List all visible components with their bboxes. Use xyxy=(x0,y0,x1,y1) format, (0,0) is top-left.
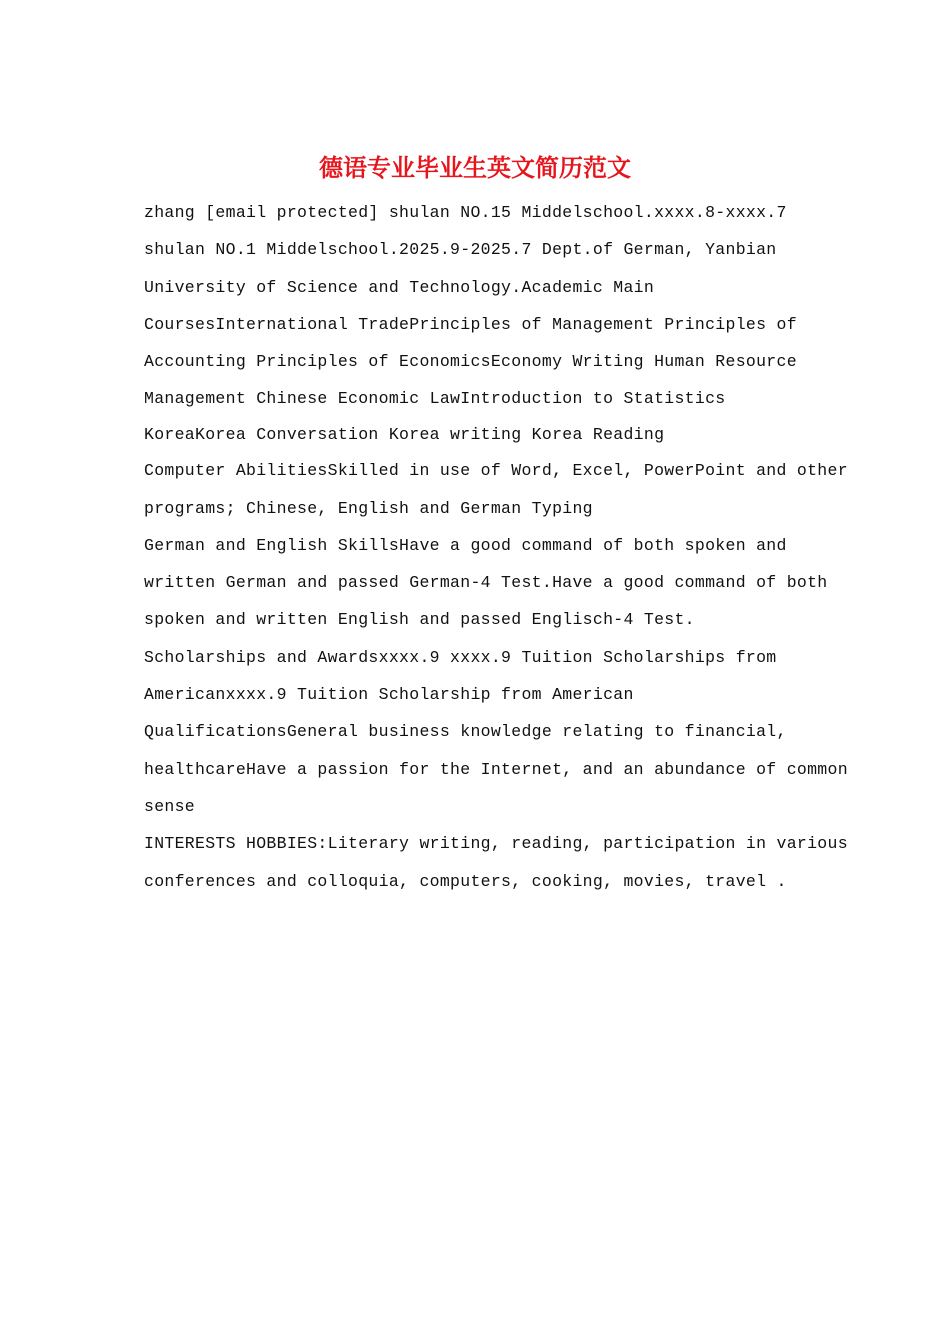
text-line: healthcareHave a passion for the Internet, and an abundance of common xyxy=(144,759,848,779)
text-line: programs; Chinese, English and German Typing xyxy=(144,498,593,518)
text-line: spoken and written English and passed Englisch-4 Test. xyxy=(144,610,695,630)
qualifications-paragraph xyxy=(144,713,848,825)
computer-abilities-paragraph xyxy=(144,452,848,527)
text-line: conferences and colloquia, computers, cooking, movies, travel . xyxy=(144,871,787,891)
text-line: Scholarships and Awardsxxxx.9 xxxx.9 Tuition Scholarships from xyxy=(144,647,777,667)
text-line: University of Science and Technology.Academic Main xyxy=(144,277,655,297)
scholarships-paragraph xyxy=(144,639,824,714)
text-line: shulan NO.1 Middelschool.2025.9-2025.7 Dept.of German, Yanbian xyxy=(144,240,777,260)
interests-paragraph xyxy=(144,825,848,900)
text-line: German and English SkillsHave a good command of both spoken and xyxy=(144,535,787,555)
text-line: written German and passed German-4 Test.Have a good command of both xyxy=(144,573,828,593)
text-line: Americanxxxx.9 Tuition Scholarship from American xyxy=(144,685,634,705)
language-skills-paragraph xyxy=(144,527,828,639)
text-line: Management Chinese Economic LawIntroduction to Statistics xyxy=(144,389,726,409)
text-line: sense xyxy=(144,796,196,816)
text-line: QualificationsGeneral business knowledge relating to financial, xyxy=(144,722,787,742)
korea-paragraph xyxy=(144,418,824,453)
text-line: INTERESTS HOBBIES:Literary writing, reading, participation in various xyxy=(144,834,848,854)
resume-body xyxy=(144,194,848,900)
page-title: 德语专业毕业生英文简历范文 xyxy=(319,153,631,182)
text-line: Accounting Principles of EconomicsEconomy Writing Human Resource xyxy=(144,352,797,372)
text-line: KoreaKorea Conversation Korea writing Korea Reading xyxy=(144,424,665,444)
text-line: zhang [email protected] shulan NO.15 Middelschool.xxxx.8-xxxx.7 xyxy=(144,203,787,222)
education-courses-paragraph xyxy=(144,194,824,418)
text-line: Computer AbilitiesSkilled in use of Word, Excel, PowerPoint and other xyxy=(144,461,848,481)
text-line: CoursesInternational TradePrinciples of Management Principles of xyxy=(144,314,797,334)
